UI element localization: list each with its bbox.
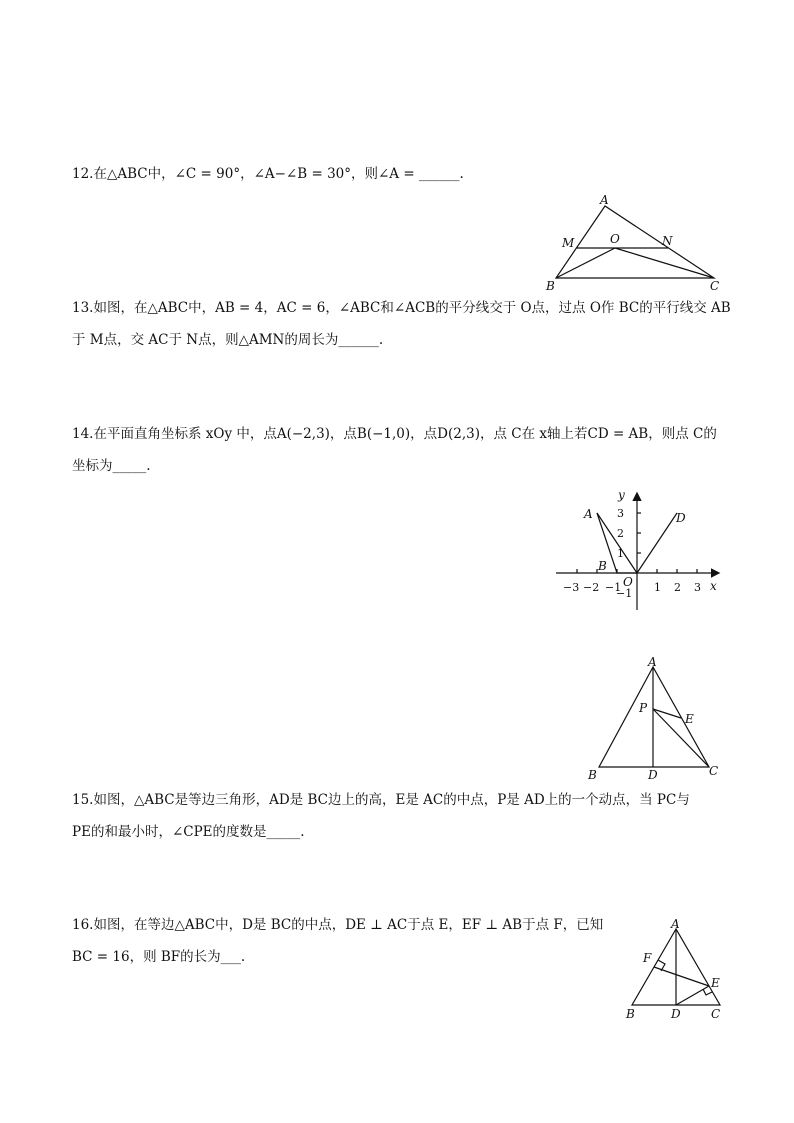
question-16-line-1: 16.如图，在等边△ABC中，D是 BC的中点，DE ⊥ AC于点 E，EF ⊥ AB于点 F，已知 xyxy=(72,917,604,933)
label-a: A xyxy=(584,507,593,521)
label-b: B xyxy=(588,768,597,782)
label-d: D xyxy=(671,1007,681,1021)
label-c: C xyxy=(711,1007,721,1021)
segment-bo xyxy=(556,248,615,278)
triangle-abc xyxy=(556,206,714,278)
y-tick-label: 2 xyxy=(617,527,624,540)
question-16-line-2: BC = 16，则 BF的长为___. xyxy=(72,949,246,965)
label-b: B xyxy=(626,1007,635,1021)
question-15 xyxy=(72,784,722,848)
question-12 xyxy=(72,158,722,190)
label-a: A xyxy=(648,655,657,669)
y-tick-label: 3 xyxy=(617,507,624,520)
question-15-line-2: PE的和最小时，∠CPE的度数是_____. xyxy=(72,824,305,840)
label-b: B xyxy=(598,559,607,573)
label-o: O xyxy=(623,575,633,589)
question-14 xyxy=(72,418,722,482)
label-d: D xyxy=(676,511,686,525)
question-13-line-2: 于 M点，交 AC于 N点，则△AMN的周长为______. xyxy=(72,332,384,348)
label-y: y xyxy=(618,488,625,502)
figure-14 xyxy=(552,488,727,618)
figure-13 xyxy=(540,192,730,294)
label-f: F xyxy=(643,951,652,965)
segment-oc xyxy=(615,248,714,278)
label-a: A xyxy=(600,193,609,207)
label-c: C xyxy=(709,764,719,778)
question-12-line-1: 12.在△ABC中，∠C = 90°，∠A−∠B = 30°，则∠A = ______. xyxy=(72,166,464,182)
label-o: O xyxy=(610,232,620,246)
label-e: E xyxy=(711,976,720,990)
x-tick-label: −2 xyxy=(583,581,600,594)
x-tick-label: 2 xyxy=(674,581,681,594)
x-tick-label: −1 xyxy=(605,581,622,594)
question-13-line-1: 13.如图，在△ABC中，AB = 4，AC = 6，∠ABC和∠ACB的平分线交于 O点，过点 O作 BC的平行线交 AB xyxy=(72,300,731,316)
question-14-line-2: 坐标为_____. xyxy=(72,458,151,474)
figure-15 xyxy=(585,655,725,785)
segment-de xyxy=(676,986,709,1005)
label-n: N xyxy=(662,234,673,248)
x-tick-label: 1 xyxy=(654,581,661,594)
question-13 xyxy=(72,292,731,356)
label-x: x xyxy=(710,579,717,593)
label-a: A xyxy=(671,917,680,931)
question-15-line-1: 15.如图，△ABC是等边三角形，AD是 BC边上的高，E是 AC的中点，P是 AD上的一个动点，当 PC与 xyxy=(72,792,690,808)
label-d: D xyxy=(648,768,658,782)
x-tick-label: 3 xyxy=(694,581,701,594)
y-tick-label: 1 xyxy=(617,547,624,560)
y-tick-label: −1 xyxy=(616,587,633,600)
figure-16 xyxy=(620,915,730,1025)
label-b: B xyxy=(546,279,555,293)
question-14-line-1: 14.在平面直角坐标系 xOy 中，点A(−2,3)，点B(−1,0)，点D(2,3)，点 C在 x轴上若CD = AB，则点 C的 xyxy=(72,426,717,442)
label-p: P xyxy=(639,701,648,715)
segment-od xyxy=(637,513,677,573)
label-m: M xyxy=(562,236,575,250)
label-c: C xyxy=(710,279,720,293)
x-tick-label: −3 xyxy=(563,581,580,594)
label-e: E xyxy=(685,712,694,726)
